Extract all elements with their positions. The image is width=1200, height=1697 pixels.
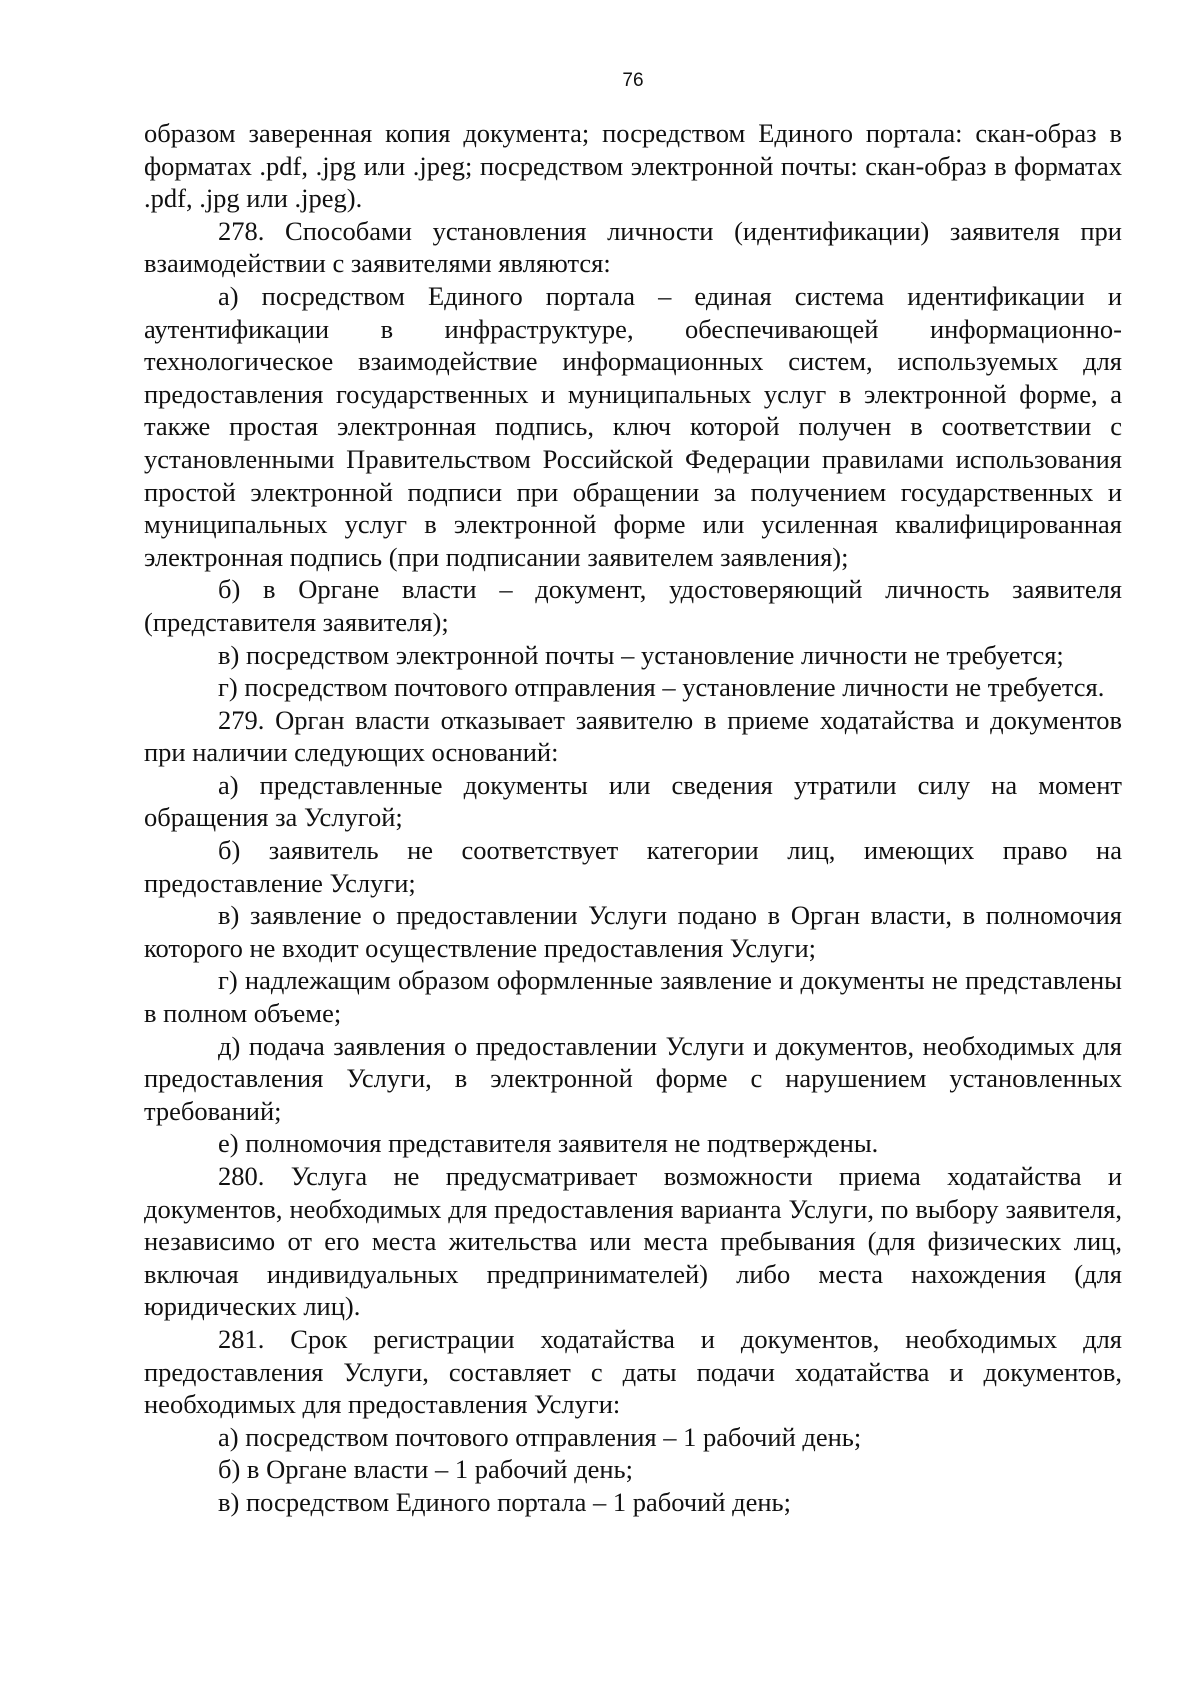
paragraph: образом заверенная копия документа; посредством Единого портала: скан-образ в форматах .pdf, .jpg или .jpeg; посредством электронной почты: скан-образ в форматах .pdf, .jpg или .jpeg). (144, 118, 1122, 214)
document-body (144, 117, 1122, 1519)
page-number: 76 (622, 70, 644, 91)
paragraph: б) в Органе власти – документ, удостоверяющий личность заявителя (представителя заявителя); (144, 574, 1122, 637)
paragraph: а) посредством Единого портала – единая система идентификации и аутентификации в инфраструктуре, обеспечивающей информационно-технологическое взаимодействие информационных систем, используемых для предоставления государственных и муниципальных услуг в электронной форме, а также простая электронная подпись, ключ которой получен в соответствии с установленными Правительством Российской Федерации правилами использования простой электронной подписи при обращении за получением государственных и муниципальных услуг в электронной форме или усиленная квалифицированная электронная подпись (при подписании заявителем заявления); (144, 280, 1122, 572)
paragraph: г) надлежащим образом оформленные заявление и документы не представлены в полном объеме; (144, 965, 1122, 1029)
paragraph: а) посредством почтового отправления – 1 рабочий день; (218, 1421, 862, 1452)
paragraph: в) посредством электронной почты – установление личности не требуется; (218, 639, 1064, 670)
paragraph: в) заявление о предоставлении Услуги подано в Орган власти, в полномочия которого не входит осуществление предоставления Услуги; (144, 900, 1122, 963)
paragraph: 281. Срок регистрации ходатайства и документов, необходимых для предоставления Услуги, составляет с даты подачи ходатайства и документов, необходимых для предоставления Услуги: (144, 1323, 1122, 1420)
paragraph: 280. Услуга не предусматривает возможности приема ходатайства и документов, необходимых для предоставления варианта Услуги, по выбору заявителя, независимо от его места жительства или места пребывания (для физических лиц, включая индивидуальных предпринимателей) либо места нахождения (для юридических лиц). (144, 1161, 1122, 1322)
paragraph: г) посредством почтового отправления – установление личности не требуется. (218, 672, 1105, 703)
paragraph: в) посредством Единого портала – 1 рабочий день; (218, 1486, 791, 1517)
paragraph: 278. Способами установления личности (идентификации) заявителя при взаимодействии с заявителями являются: (144, 215, 1122, 279)
paragraph: б) в Органе власти – 1 рабочий день; (218, 1454, 633, 1485)
paragraph: е) полномочия представителя заявителя не подтверждены. (218, 1128, 879, 1159)
paragraph: 279. Орган власти отказывает заявителю в приеме ходатайства и документов при наличии следующих оснований: (144, 704, 1122, 768)
paragraph: д) подача заявления о предоставлении Услуги и документов, необходимых для предоставления Услуги, в электронной форме с нарушением установленных требований; (144, 1030, 1122, 1126)
paragraph: а) представленные документы или сведения утратили силу на момент обращения за Услугой; (144, 769, 1122, 833)
paragraph: б) заявитель не соответствует категории лиц, имеющих право на предоставление Услуги; (144, 835, 1122, 898)
